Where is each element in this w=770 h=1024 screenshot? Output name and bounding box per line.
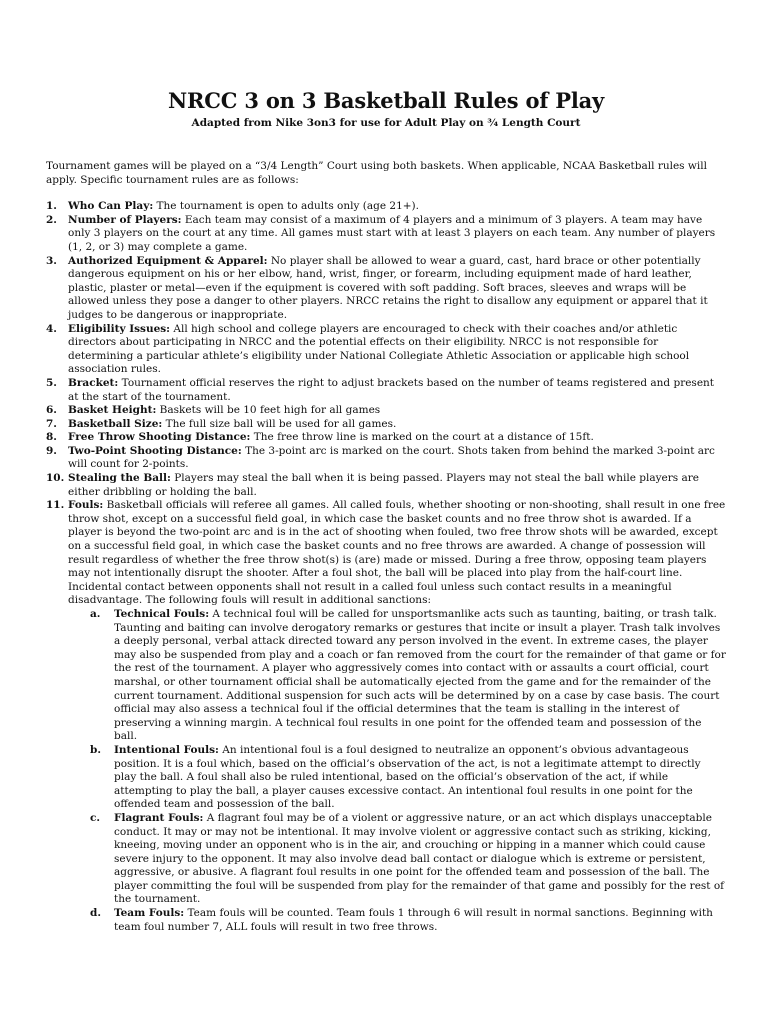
rule-number: 4. bbox=[46, 322, 57, 335]
rule-text: Each team may consist of a maximum of 4 players and a minimum of 3 players. A team may have only 3 players on the court at any time. All games must start with at least 3 players on each team. Any number of players (1, 2, or 3) may complete a game. bbox=[68, 213, 716, 253]
rule-text: The tournament is open to adults only (age 21+). bbox=[153, 200, 419, 213]
rule-term: Two-Point Shooting Distance: bbox=[68, 444, 242, 457]
rule-text: Players may steal the ball when it is being passed. Players may not steal the ball while players are either dribbling or holding the ball. bbox=[68, 472, 699, 498]
rule-term: Who Can Play: bbox=[68, 200, 154, 213]
rule-text: Tournament official reserves the right to adjust brackets based on the number of teams registered and present at the start of the tournament. bbox=[68, 376, 715, 403]
rule-number: 7. bbox=[46, 417, 57, 430]
rule-item bbox=[46, 472, 726, 499]
rule-item bbox=[46, 200, 726, 214]
document-subtitle: Adapted from Nike 3on3 for use for Adult Play on ¾ Length Court bbox=[191, 117, 581, 129]
foul-text: An intentional foul is a foul designed to neutralize an opponent’s obvious advantageous position. It is a foul which, based on the official’s observation of the act, is not a legitimate attempt to directly play the ball. A foul shall also be ruled intentional, based on the official’s observation of the act, if while attempting to play the ball, a player causes excessive contact. An intentional foul results in one point for the offended team and possession of the ball. bbox=[114, 743, 701, 811]
rule-number: 2. bbox=[46, 213, 57, 226]
rule-text: The free throw line is marked on the court at a distance of 15ft. bbox=[250, 431, 594, 444]
rule-number: 1. bbox=[46, 200, 57, 213]
foul-term: Intentional Fouls: bbox=[114, 743, 219, 756]
rule-item bbox=[46, 404, 726, 418]
foul-term: Team Fouls: bbox=[114, 907, 185, 920]
rule-item bbox=[46, 323, 726, 377]
rule-number: 9. bbox=[46, 444, 57, 457]
rule-term: Number of Players: bbox=[68, 213, 182, 226]
rule-text: Baskets will be 10 feet high for all games bbox=[156, 404, 381, 417]
rule-text: The 3-point arc is marked on the court. Shots taken from behind the marked 3-point arc will count for 2-points. bbox=[68, 444, 715, 471]
foul-term: Flagrant Fouls: bbox=[114, 811, 204, 824]
foul-text: A technical foul will be called for unsportsmanlike acts such as taunting, baiting, or trash talk. Taunting and baiting can involve derogatory remarks or gestures that incite or insult a player. Trash talk involves a deeply personal, verbal attack directed toward any person involved in the event. In extreme cases, the player may also be suspended from play and a coach or fan removed from the court for the remainder of that game or for the rest of the tournament. A player who aggressively comes into contact with or assaults a court official, court marshal, or other tournament official shall be automatically ejected from the game and for the remainder of the current tournament. Additional suspension for such acts will be determined by on a case by case basis. The court official may also assess a technical foul if the official determines that the team is stalling in the interest of preserving a winning margin. A technical foul results in one point for the offended team and possession of the ball. bbox=[114, 608, 726, 743]
rule-term: Basketball Size: bbox=[68, 417, 163, 430]
fouls-sublist bbox=[68, 608, 726, 934]
rule-text: All high school and college players are encouraged to check with their coaches and/or athletic directors about participating in NRCC and the potential effects on their eligibility. NRCC is not responsible for determining a particular athlete’s eligibility under National Collegiate Athletic Association or applicable high school association rules. bbox=[68, 322, 690, 376]
rule-item bbox=[46, 445, 726, 472]
rule-item bbox=[46, 418, 726, 432]
rule-number: 8. bbox=[46, 431, 57, 444]
rule-item bbox=[46, 255, 726, 323]
rule-number: 3. bbox=[46, 254, 57, 267]
foul-text: A flagrant foul may be of a violent or aggressive nature, or an act which displays unacceptable conduct. It may or may not be intentional. It may involve violent or aggressive contact such as striking, kicking, kneeing, moving under an opponent who is in the air, and crouching or hipping in a manner which could cause severe injury to the opponent. It may also involve dead ball contact or dialogue which is extreme or persistent, aggressive, or abusive. A flagrant foul results in one point for the offended team and possession of the ball. The player committing the foul will be suspended from play for the remainder of that game and possibly for the rest of the tournament. bbox=[114, 811, 725, 906]
rule-number: 5. bbox=[46, 376, 57, 389]
rule-term: Bracket: bbox=[68, 376, 119, 389]
rule-text: Basketball officials will referee all games. All called fouls, whether shooting or non-shooting, shall result in one free throw shot, except on a successful field goal, in which case the basket counts and no free throw shot is awarded. If a player is beyond the two-point arc and is in the act of shooting when fouled, two free throw shots will be awarded, except on a successful field goal, in which case the basket counts and no free throws are awarded. A change of possession will result regardless of whether the free throw shot(s) is (are) made or missed. During a free throw, opposing team players may not intentionally disrupt the shooter. After a foul shot, the ball will be placed into play from the half-court line. Incidental contact between opponents shall not result in a called foul unless such contact results in a meaningful disadvantage. The following fouls will result in additional sanctions: bbox=[68, 499, 726, 607]
rule-number: 11. bbox=[46, 499, 65, 512]
rule-term: Fouls: bbox=[68, 499, 104, 512]
foul-text: Team fouls will be counted. Team fouls 1 through 6 will result in normal sanctions. Beginning with team foul number 7, ALL fouls will result in two free throws. bbox=[114, 907, 713, 933]
rule-item bbox=[46, 499, 726, 934]
rule-number: 10. bbox=[46, 472, 65, 485]
rule-text: The full size ball will be used for all games. bbox=[162, 417, 397, 430]
rule-item bbox=[46, 214, 726, 255]
rule-term: Free Throw Shooting Distance: bbox=[68, 431, 251, 444]
document-title: NRCC 3 on 3 Basketball Rules of Play bbox=[167, 88, 605, 113]
intro-paragraph: Tournament games will be played on a “3/4 Length” Court using both baskets. When applicable, NCAA Basketball rules will apply. Specific tournament rules are as follows: bbox=[46, 160, 707, 186]
rule-term: Stealing the Ball: bbox=[68, 472, 171, 485]
rule-number: 6. bbox=[46, 404, 57, 417]
rule-item bbox=[46, 377, 726, 404]
foul-item bbox=[68, 608, 726, 744]
rule-term: Eligibility Issues: bbox=[68, 322, 171, 335]
foul-item bbox=[68, 812, 726, 907]
rule-text: No player shall be allowed to wear a guard, cast, hard brace or other potentially dangerous equipment on his or her elbow, hand, wrist, finger, or forearm, including equipment made of hard leather, plastic, plaster or metal—even if the equipment is covered with soft padding. Soft braces, sleeves and wraps will be allowed unless they pose a danger to other players. NRCC retains the right to disallow any equipment or apparel that it judges to be dangerous or inappropriate. bbox=[68, 254, 708, 321]
foul-letter: b. bbox=[90, 743, 101, 756]
rule-term: Authorized Equipment & Apparel: bbox=[68, 254, 268, 267]
rule-term: Basket Height: bbox=[68, 404, 157, 417]
foul-item bbox=[68, 744, 726, 812]
rule-item bbox=[46, 431, 726, 445]
foul-term: Technical Fouls: bbox=[114, 608, 210, 620]
foul-letter: c. bbox=[90, 811, 101, 824]
foul-letter: a. bbox=[90, 608, 101, 620]
foul-item bbox=[68, 907, 726, 934]
rules-list bbox=[46, 200, 726, 934]
foul-letter: d. bbox=[90, 907, 101, 920]
